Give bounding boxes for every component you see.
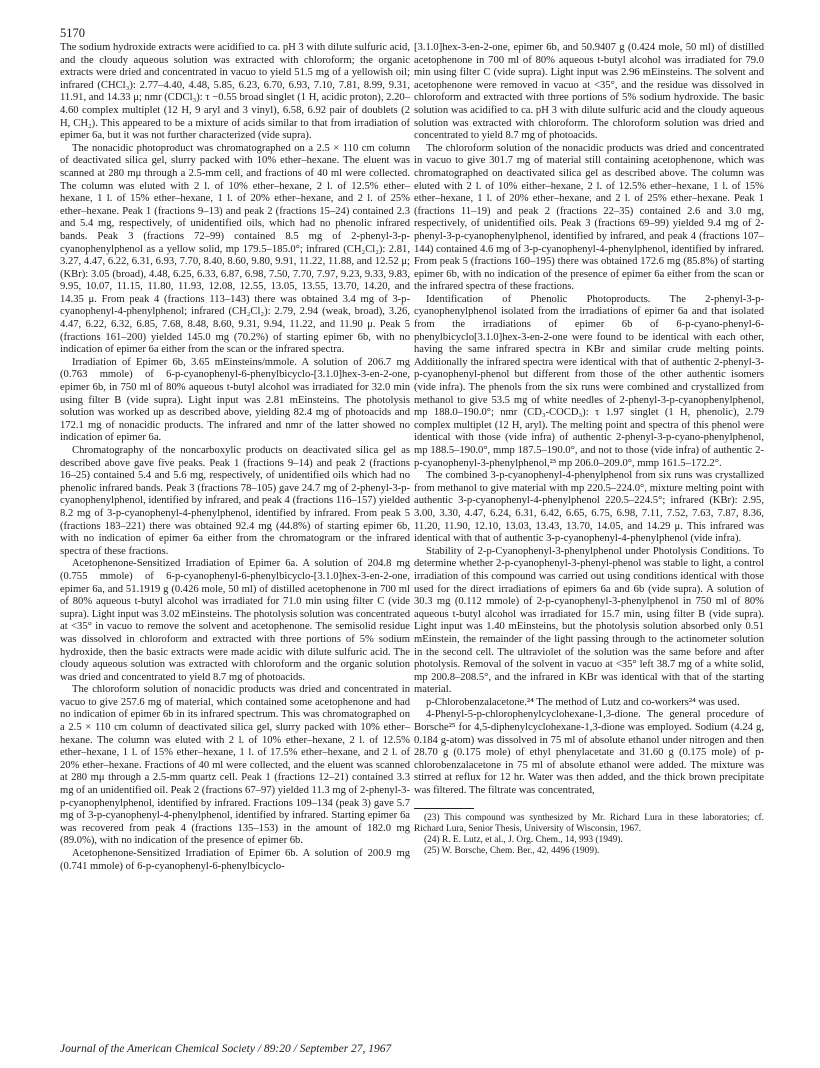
paragraph: Acetophenone-Sensitized Irradiation of Epimer 6b. A solution of 200.9 mg (0.741 mmole) of 6-p-cyanophenyl-6-phenylbicyclo- <box>60 848 410 872</box>
footnote-divider <box>414 808 474 809</box>
paragraph: The chloroform solution of nonacidic products was dried and concentrated in vacuo to give 257.6 mg of material, which contained some acetophenone and had no indication of epimer 6b in its infrared spectrum. This was chromatographed on a 2.5 × 110 cm column of deactivated silica gel, slurry packed with 10% ether–hexane. The column was eluted with 2 l. of 10% ether–hexane, 2 l. of 12.5% ether–hexane, 1 l. of 15% ether–hexane, 1 l. of 17.5% ether–hexane, and 2 l. of 20% ether–hexane. Fractions of 40 ml were collected, and the eluent was scanned at 280 mμ through a 2.5-mm quartz cell. Peak 1 (fractions 12–21) contained 3.3 mg of an unidentified oil. Peak 2 (fractions 67–97) yielded 11.3 mg of 2-phenyl-3-p-cyanophenylphenol, identified by infrared. Fractions 109–134 (peak 3) gave 5.7 mg of 3-p-cyanophenyl-4-phenylphenol, identified by infrared. Starting epimer 6a was recovered from peak 4 (fractions 135–153) in the amount of 182.0 mg (89.0%), with no indication of the presence of epimer 6b. <box>60 684 411 847</box>
paragraph: The nonacidic photoproduct was chromatographed on a 2.5 × 110 cm column of deactivated silica gel, slurry packed with 10% ether–hexane. The eluent was scanned at 280 mμ through a 2.5-mm cell, and fractions of 40 ml were collected. The column was eluted with 2 l. of 10% ether–hexane, 2 l. of 12.5% ether–hexane, 1 l. of 15% ether–hexane, 1 l. of 20% ether–hexane, and 2 l. of 25% ether–hexane. Peak 1 (fractions 9–13) and peak 2 (fractions 15–24) contained 2.3 and 5.4 mg, respectively, of unidentified oils, which had no phenolic infrared bands. Peak 3 (fractions 72–99) contained 8.5 mg of 2-phenyl-3-p-cyanophenylphenol as a yellow solid, mp 179.5–185.0°; infrared (CH₂Cl₂): 2.81, 3.27, 4.47, 6.22, 6.31, 6.93, 7.70, 8.40, 8.60, 9.80, 9.91, 11.22, 11.88, and 12.52 μ; (KBr): 3.05 (broad), 4.48, 6.25, 6.33, 6.87, 6.98, 7.50, 7.70, 7.97, 9.23, 9.33, 9.83, 9.95, 10.07, 11.15, 11.80, 11.93, 12.08, 12.55, 13.05, 13.55, 13.70, 14.20, and 14.35 μ. From peak 4 (fractions 113–143) there was obtained 3.4 mg of 3-p-cyanophenyl-4-phenylphenol; infrared (CH₂Cl₂): 2.79, 2.94 (weak, broad), 3.26, 4.47, 6.22, 6.32, 6.85, 7.68, 8.48, 8.60, 9.31, 9.94, 11.22, and 11.90 μ. Peak 5 (fractions 161–200) yielded 145.0 mg (70.2%) of starting epimer 6b, with no indication of epimer 6a either from the scan or the infrared spectra. <box>60 142 410 356</box>
paragraph: Irradiation of Epimer 6b, 3.65 mEinsteins/mmole. A solution of 206.7 mg (0.763 mmole) of 6-p-cyanophenyl-6-phenylbicyclo-[3.1.0]hex-3-en-2-one, epimer 6b, in 750 ml of 80% aqueous t-butyl alcohol was irradiated for 32.0 min using filter B (vide supra). Light input was 2.81 mEinsteins. The photolysis solution was worked up as described above, yielding 82.4 mg of photoacids and 172.1 mg of nonacidic products. The infrared and nmr of the latter showed no indication of epimer 6a. <box>60 356 410 444</box>
left-column <box>60 42 410 873</box>
footnote: (24) R. E. Lutz, et al., J. Org. Chem., 14, 993 (1949). <box>424 835 623 846</box>
paragraph: The chloroform solution of the nonacidic products was dried and concentrated in vacuo to give 301.7 mg of material still containing acetophenone, which was chromatographed on deactivated silica gel as described above. The column was eluted with 2 l. of 10% either–hexane, 2 l. of 12.5% ether–hexane, 1 l. of 15% ether–hexane, 1 l. of 20% ether–hexane, and 2 l. of 25% ether–hexane. Peak 1 (fractions 11–19) and peak 2 (fractions 22–35) contained 2.6 and 3.0 mg, respectively, of unidentified oils. Peak 3 (fractions 69–99) yielded 9.4 mg of 2-phenyl-3-p-cyanophenylphenol, identified by infrared, and peak 4 (fractions 107–144) contained 4.6 mg of 3-p-cyanophenyl-4-phenylphenol, identified by infrared. From peak 5 (fractions 160–195) there was obtained 172.6 mg (85.8%) of starting epimer 6b, with no indication of the presence of epimer 6a either from the scan or the infrared spectra of these fractions. <box>414 142 764 293</box>
paragraph: Identification of Phenolic Photoproducts. The 2-phenyl-3-p-cyanophenylphenol isolated from the irradiations of epimer 6a and that isolated from the irradiations of epimer 6b of 6-p-cyano-phenyl-6-phenylbicyclo[3.1.0]hex-3-en-2-one were found to be identical with each other, having the same infrared spectra in KBr and similar crude melting points. Additionally the infrared spectra were identical with that of authentic 2-phenyl-3-p-cyanophenyl-phenol but different from those of the other authentic isomers (vide infra). The phenols from the six runs were combined and crystallized from methanol to give 53.5 mg of white needles of 2-phenyl-3-p-cyanophenylphenol, mp 188.0–190.0°; nmr (CD₃-COCD₃): τ 1.97 singlet (1 H, phenolic), 2.79 complex multiplet (12 H, aryl). The melting point and spectra of this phenol were identical with those (vide infra) of authentic 2-phenyl-3-p-cyano-phenylphenol, mp 188.5–190.0°, mmp 187.5–190.0°, and not to those (vide infra) of authentic 2-p-cyanophenyl-3-phenylphenol,²³ mp 206.0–209.0°, mmp 161.5–172.2°. <box>414 293 764 469</box>
paragraph: p-Chlorobenzalacetone.²⁴ The method of Lutz and co-workers²⁴ was used. <box>426 696 740 708</box>
paragraph: [3.1.0]hex-3-en-2-one, epimer 6b, and 50.9407 g (0.424 mole, 50 ml) of distilled acetophenone in 700 ml of 80% aqueous t-butyl alcohol was irradiated for 79.0 min using filter C (vide supra). Light input was 2.96 mEinsteins. The solvent and acetophenone were removed in vacuo at <35°, and the residue was dissolved in chloroform and extracted with three portions of 5% sodium hydroxide. The basic solution was acidified to ca. pH 3 with dilute sulfuric acid and the cloudy aqueous solution was extracted with chloroform. The chloroform solution was dried and concentrated to yield 8.7 mg of photoacids. <box>414 42 764 142</box>
journal-footer: Journal of the American Chemical Society / 89:20 / September 27, 1967 <box>60 1043 392 1055</box>
paragraph: Stability of 2-p-Cyanophenyl-3-phenylphenol under Photolysis Conditions. To determine whether 2-p-cyanophenyl-3-phenyl-phenol was stable to light, a control irradiation of this compound was carried out using conditions identical with those used for the direct irradiations of epimers 6a and 6b (vide supra). A solution of 30.3 mg (0.112 mmole) of 2-p-cyanophenyl-3-phenylphenol in 750 ml of 80% aqueous t-butyl alcohol was irradiated for 15.7 min, using filter B (vide supra). Light input was 1.40 mEinsteins, but the photolysis solution absorbed only 0.51 mEinstein, the remainder of the light passing through to the actinometer solution in the second cell. The ultraviolet of the solution was the same before and after photolysis. Removal of the solvent in vacuo at <35° left 38.7 mg of a white solid, mp 200.8–208.5°, and the infrared in KBr was identical with that of the starting material. <box>414 545 764 696</box>
page-number: 5170 <box>60 26 85 40</box>
paragraph: 4-Phenyl-5-p-chlorophenylcyclohexane-1,3-dione. The general procedure of Borsche²⁵ for 4,5-diphenylcyclohexane-1,3-dione was employed. Sodium (4.24 g, 0.184 g-atom) was dissolved in 75 ml of absolute ethanol under nitrogen and then 28.70 g (0.175 mole) of ethyl phenylacetate and 31.60 g (0.175 mole) of p-chlorobenzalacetone in 75 ml of absolute ethanol were added. The mixture was stirred at reflux for 12 hr. Water was then added, and the thick brown precipitate was filtered. The filtrate was concentrated, <box>414 709 764 797</box>
paragraph: The sodium hydroxide extracts were acidified to ca. pH 3 with dilute sulfuric acid, and the cloudy aqueous solution was extracted with chloroform; the organic extracts were dried and concentrated in vacuo to yield 51.5 mg of a yellowish oil; infrared (CHCl₃): 2.77–4.40, 4.48, 5.85, 6.23, 6.70, 6.93, 7.10, 7.81, 8.99, 9.31, 11.91, and 14.33 μ; nmr (CDCl₃): τ −0.55 broad singlet (1 H, acidic proton), 2.20–4.60 complex multiplet (12 H, 9 aryl and 3 vinyl), 6.58, 6.92 pair of doublets (2 H, CH₂). This appeared to be a mixture of acids similar to that from irradiation of epimer 6a, but it was not further characterized (vide supra). <box>60 42 410 142</box>
paragraph: The combined 3-p-cyanophenyl-4-phenylphenol from six runs was crystallized from methanol to give material with mp 220.5–224.0°, mixture melting point with authentic 3-p-cyanophenyl-4-phenylphenol 220.5–224.5°; infrared (KBr): 2.95, 3.00, 3.30, 4.47, 6.24, 6.31, 6.42, 6.65, 6.75, 6.98, 7.11, 7.52, 7.63, 7.87, 8.36, 11.20, 11.90, 12.10, 13.03, 13.43, 13.70, 14.05, and 14.29 μ. This infrared was identical with that of authentic 3-p-cyanophenyl-4-phenylphenol (vide infra). <box>414 470 764 545</box>
footnote: (23) This compound was synthesized by Mr. Richard Lura in these laboratories; cf. Richard Lura, Senior Thesis, University of Wisconsin, 1967. <box>414 812 764 834</box>
right-column <box>414 42 764 857</box>
footnote: (25) W. Borsche, Chem. Ber., 42, 4496 (1909). <box>424 846 600 857</box>
paragraph: Acetophenone-Sensitized Irradiation of Epimer 6a. A solution of 204.8 mg (0.755 mmole) of 6-p-cyanophenyl-6-phenylbicyclo-[3.1.0]hex-3-en-2-one, epimer 6a, and 51.1919 g (0.426 mole, 50 ml) of distilled acetophenone in 700 ml of 80% aqueous t-butyl alcohol was irradiated for 71.0 min using filter C (vide supra). Light input was 3.02 mEinsteins. The photolysis solution was concentrated at <35° in vacuo to remove the solvent and acetophenone. The semisolid residue was dissolved in chloroform and extracted with three portions of 5% sodium hydroxide, then the basic extracts were made acidic with dilute sulfuric acid. The cloudy aqueous solution was extracted with chloroform and the organic solution was dried and concentrated to yield 8.7 mg of photoacids. <box>60 558 410 683</box>
paragraph: Chromatography of the noncarboxylic products on deactivated silica gel as described above gave five peaks. Peak 1 (fractions 9–14) and peak 2 (fractions 16–25) contained 5.4 and 5.6 mg, respectively, of unidentified oils which had no phenolic infrared bands. Peak 3 (fractions 78–105) gave 24.7 mg of 2-phenyl-3-p-cyanophenylphenol, identified by infrared, and peak 4 (fractions 116–157) yielded 8.2 mg of 3-p-cyanophenyl-4-phenylphenol, identified by infrared. From peak 5 (fractions 183–221) there was obtained 92.4 mg (44.8%) of starting epimer 6b, with no indication of epimer 6a either from the chromatogram or the infrared spectra of these fractions. <box>60 445 410 557</box>
